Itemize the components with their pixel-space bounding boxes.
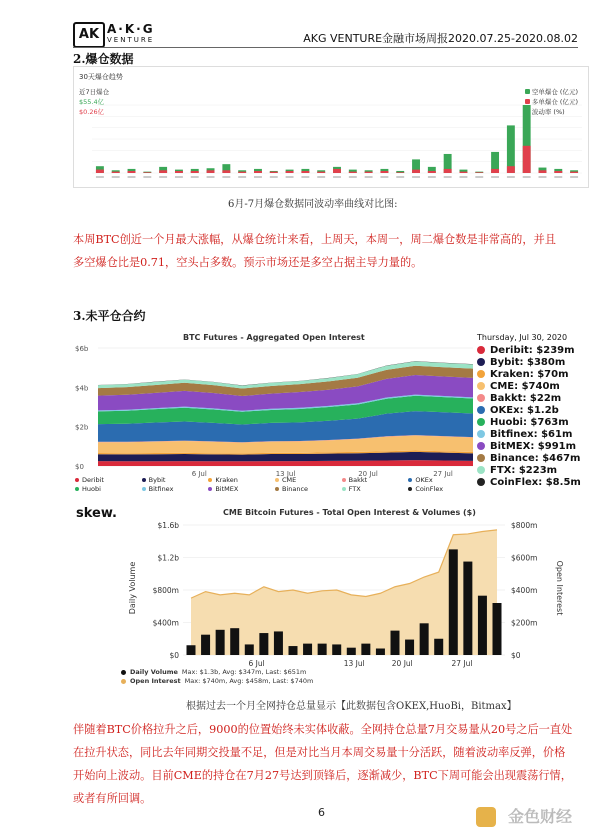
oi-mini-legend-label: Huobi bbox=[82, 485, 101, 493]
long-liquidation-bar bbox=[428, 171, 436, 173]
legend-dot-icon bbox=[477, 394, 485, 402]
cme-legend-1-name: Open Interest bbox=[130, 677, 181, 685]
cme-x-tick-label: 13 Jul bbox=[343, 659, 365, 668]
oi-legend-row-bakkt bbox=[477, 392, 587, 404]
oi-mini-legend-item bbox=[142, 485, 209, 493]
long-liquidation-bar bbox=[222, 170, 230, 173]
cme-left-tick-label: $1.2b bbox=[157, 553, 179, 563]
akg-logo-mark: AK bbox=[73, 22, 105, 48]
cme-legend-0-stats: Max: $1.3b, Avg: $347m, Last: $651m bbox=[181, 668, 307, 676]
oi-legend-row-bitfinex bbox=[477, 428, 587, 440]
cme-volume-bar bbox=[216, 630, 225, 655]
x-tick-mark bbox=[507, 176, 515, 178]
long-liquidation-bar bbox=[365, 172, 373, 173]
open-interest-legend-icon bbox=[121, 679, 126, 684]
legend-dot-icon bbox=[477, 478, 485, 486]
cme-volume-bar bbox=[391, 631, 400, 655]
legend-right-2: 波动率 (%) bbox=[531, 108, 565, 116]
section3-title: 3.未平仓合约 bbox=[73, 309, 146, 323]
cme-right-tick-label: $400m bbox=[511, 586, 538, 595]
long-liquidation-bar bbox=[270, 172, 278, 173]
liquidation-chart-title: 30天爆仓趋势 bbox=[79, 73, 123, 81]
oi-x-tick-label: 6 Jul bbox=[191, 470, 207, 478]
oi-legend-label: Bakkt: $22m bbox=[490, 392, 562, 404]
cme-volume-bar bbox=[187, 645, 196, 655]
cme-volume-bar bbox=[493, 603, 502, 655]
oi-x-tick-label: 13 Jul bbox=[275, 470, 296, 478]
oi-legend-row-deribit bbox=[477, 344, 587, 356]
oi-legend-row-cme bbox=[477, 380, 587, 392]
legend-dot-icon bbox=[477, 406, 485, 414]
legend-dot-icon bbox=[142, 487, 146, 491]
aggregated-oi-svg bbox=[73, 328, 477, 498]
x-tick-mark bbox=[396, 176, 404, 178]
cme-legend bbox=[121, 668, 313, 685]
x-tick-mark bbox=[238, 176, 246, 178]
oi-mini-legend-label: BitMEX bbox=[215, 485, 239, 493]
oi-mini-legend-item bbox=[275, 485, 342, 493]
x-tick-mark bbox=[96, 176, 104, 178]
legend-left-0: 近7日爆仓 bbox=[79, 88, 110, 96]
legend-dot-icon bbox=[477, 358, 485, 366]
legend-left-2: $0.26亿 bbox=[79, 108, 105, 116]
x-tick-mark bbox=[286, 176, 294, 178]
oi-mini-legend-label: Bakkt bbox=[348, 476, 368, 484]
oi-legend-row-kraken bbox=[477, 368, 587, 380]
long-liquidation-bar bbox=[570, 172, 578, 173]
short-liquidation-bar bbox=[507, 125, 515, 173]
oi-mini-legend-label: Kraken bbox=[215, 476, 238, 484]
oi-mini-legend-label: FTX bbox=[348, 485, 361, 493]
oi-legend-label: Bitfinex: $61m bbox=[490, 428, 573, 440]
x-tick-mark bbox=[222, 176, 230, 178]
cme-volume-bar bbox=[318, 644, 327, 655]
long-liquidation-bar bbox=[333, 169, 341, 173]
cme-right-tick-label: $0 bbox=[511, 651, 521, 660]
long-liquidation-bar bbox=[554, 171, 562, 173]
cme-volume-bar bbox=[201, 635, 210, 655]
cme-x-tick-label: 20 Jul bbox=[391, 659, 413, 668]
cme-volume-bar bbox=[434, 639, 443, 655]
cme-left-tick-label: $1.6b bbox=[157, 521, 179, 530]
oi-y-tick-label: $0 bbox=[75, 463, 84, 471]
oi-legend-label: FTX: $223m bbox=[490, 464, 558, 476]
long-liquidation-bar bbox=[539, 170, 547, 173]
legend-dot-icon bbox=[342, 478, 346, 482]
legend-dot-icon bbox=[75, 478, 79, 482]
oi-legend-row-bitmex bbox=[477, 440, 587, 452]
oi-mini-legend-label: Bitfinex bbox=[148, 485, 174, 493]
x-tick-mark bbox=[128, 176, 136, 178]
long-liquidation-bar bbox=[412, 170, 420, 173]
oi-mini-legend-item bbox=[208, 476, 275, 484]
oi-x-tick-label: 27 Jul bbox=[433, 470, 453, 478]
legend-dot-icon bbox=[477, 430, 485, 438]
cme-left-tick-label: $800m bbox=[152, 586, 179, 595]
x-tick-mark bbox=[207, 176, 215, 178]
long-liquidation-bar bbox=[191, 171, 199, 173]
x-tick-mark bbox=[191, 176, 199, 178]
x-tick-mark bbox=[112, 176, 120, 178]
oi-legend-row-huobi bbox=[477, 416, 587, 428]
long-liquidation-bar bbox=[238, 172, 246, 173]
cme-volume-bar bbox=[289, 646, 298, 655]
legend-left-1: $55.4亿 bbox=[79, 98, 105, 106]
legend-dot-icon bbox=[477, 370, 485, 378]
cme-volume-bar bbox=[259, 633, 268, 655]
x-tick-mark bbox=[159, 176, 167, 178]
oi-legend-row-coinflex bbox=[477, 476, 587, 488]
legend-dot-icon bbox=[208, 487, 212, 491]
oi-mini-legend-label: CoinFlex bbox=[415, 485, 444, 493]
oi-legend-label: CME: $740m bbox=[490, 380, 560, 392]
cme-legend-1-stats: Max: $740m, Avg: $458m, Last: $740m bbox=[184, 677, 314, 685]
liquidation-chart bbox=[73, 66, 589, 188]
cme-volume-bar bbox=[347, 648, 356, 655]
legend-dot-icon bbox=[342, 487, 346, 491]
long-liquidation-bar bbox=[286, 171, 294, 173]
cme-volume-bar bbox=[449, 549, 458, 655]
cme-chart-title: CME Bitcoin Futures - Total Open Interest & Volumes ($) bbox=[223, 508, 476, 517]
oi-legend-row-bybit bbox=[477, 356, 587, 368]
oi-legend-label: Binance: $467m bbox=[490, 452, 581, 464]
long-liquidation-bar bbox=[96, 170, 104, 173]
x-tick-mark bbox=[554, 176, 562, 178]
oi-value-legend bbox=[477, 333, 587, 488]
oi-y-tick-label: $4b bbox=[75, 384, 89, 393]
section2-caption: 6月-7月爆仓数据同波动率曲线对比图: bbox=[228, 199, 398, 210]
oi-legend-label: Bybit: $380m bbox=[490, 356, 566, 368]
cme-volume-bar bbox=[245, 644, 254, 655]
x-tick-mark bbox=[570, 176, 578, 178]
legend-dot-icon bbox=[208, 478, 212, 482]
oi-mini-legend-label: CME bbox=[281, 476, 297, 484]
oi-legend-label: BitMEX: $991m bbox=[490, 440, 577, 452]
long-liquidation-bar bbox=[523, 146, 531, 173]
header-divider bbox=[73, 47, 578, 48]
section3-caption: 根据过去一个月全网持仓总量显示【此数据包含OKEX,HuoBi，Bitmax】 bbox=[186, 701, 517, 712]
legend-dot-icon bbox=[142, 478, 146, 482]
cme-right-tick-label: $600m bbox=[511, 553, 538, 563]
long-liquidation-bar bbox=[491, 169, 499, 173]
oi-mini-legend-label: OKEx bbox=[415, 476, 433, 484]
aggregated-oi-bottom-legend bbox=[75, 476, 475, 493]
cme-x-tick-label: 6 Jul bbox=[248, 659, 265, 668]
x-tick-mark bbox=[301, 176, 309, 178]
page-number: 6 bbox=[318, 806, 325, 819]
oi-legend-label: CoinFlex: $8.5m bbox=[490, 476, 581, 488]
watermark-logo-icon bbox=[476, 807, 496, 827]
long-liquidation-bar bbox=[128, 171, 136, 173]
long-liquidation-bar bbox=[444, 169, 452, 173]
oi-y-tick-label: $6b bbox=[75, 345, 89, 353]
cme-volume-bar bbox=[332, 644, 341, 655]
cme-left-tick-label: $400m bbox=[152, 618, 179, 628]
x-tick-mark bbox=[444, 176, 452, 178]
section2-paragraph: 本周BTC创近一个月最大涨幅，从爆仓统计来看，上周天，本周一，周二爆仓数是非常高的，并且多空爆仓比是0.71，空头占多数。预示市场还是多空占据主导力量的。 bbox=[73, 233, 556, 269]
oi-legend-row-binance bbox=[477, 452, 587, 464]
oi-legend-label: Kraken: $70m bbox=[490, 368, 569, 380]
x-tick-mark bbox=[539, 176, 547, 178]
oi-y-tick-label: $2b bbox=[75, 423, 89, 432]
oi-mini-legend-item bbox=[342, 476, 409, 484]
oi-mini-legend-item bbox=[342, 485, 409, 493]
long-liquidation-bar bbox=[349, 172, 357, 173]
x-tick-mark bbox=[475, 176, 483, 178]
cme-volume-bar bbox=[361, 644, 370, 655]
cme-volume-bar bbox=[478, 596, 487, 655]
long-liquidation-bar bbox=[475, 172, 483, 173]
oi-legend-row-ftx bbox=[477, 464, 587, 476]
section3-paragraph: 伴随着BTC价格拉升之后，9000的位置始终未实体收蔽。全网持仓总量7月交易量从20号之后一直处在拉升状态，同比去年同期交投量不足，但是对比当月本周交易量十分活跃，随着波动率反弹，价格开始向上波动。目前CME的持仓在7月27号达到顶锋后，逐渐减少，BTC下周可能会出现震荡行情，或者有所回调。 bbox=[73, 723, 573, 805]
x-tick-mark bbox=[349, 176, 357, 178]
x-tick-mark bbox=[460, 176, 468, 178]
cme-volume-bar bbox=[420, 623, 429, 655]
x-tick-mark bbox=[365, 176, 373, 178]
cme-x-tick-label: 27 Jul bbox=[451, 659, 473, 668]
oi-legend-row-okex bbox=[477, 404, 587, 416]
long-liquidation-bar bbox=[460, 172, 468, 173]
liquidation-bars-svg bbox=[74, 67, 588, 187]
legend-dot-icon bbox=[477, 454, 485, 462]
oi-mini-legend-label: Deribit bbox=[82, 476, 104, 484]
oi-legend-label: Huobi: $763m bbox=[490, 416, 569, 428]
x-tick-mark bbox=[143, 176, 151, 178]
x-tick-mark bbox=[175, 176, 183, 178]
cme-legend-0-name: Daily Volume bbox=[130, 668, 178, 676]
x-tick-mark bbox=[428, 176, 436, 178]
cme-right-axis-label: Open Interest bbox=[555, 560, 564, 616]
long-liquidation-bar bbox=[207, 170, 215, 173]
oi-legend-date: Thursday, Jul 30, 2020 bbox=[477, 333, 568, 342]
legend-dot-icon bbox=[477, 418, 485, 426]
cme-right-tick-label: $800m bbox=[511, 521, 538, 530]
oi-mini-legend-item bbox=[275, 476, 342, 484]
skew-brand: skew. bbox=[76, 506, 117, 521]
long-liquidation-bar bbox=[301, 171, 309, 173]
x-tick-mark bbox=[254, 176, 262, 178]
long-liquidation-bar bbox=[507, 166, 515, 173]
oi-mini-legend-item bbox=[142, 476, 209, 484]
legend-dot-icon bbox=[477, 466, 485, 474]
cme-volume-bar bbox=[463, 562, 472, 655]
cme-volume-bar bbox=[274, 631, 283, 655]
cme-left-axis-label: Daily Volume bbox=[128, 561, 137, 615]
legend-dot-icon bbox=[477, 346, 485, 354]
cme-left-tick-label: $0 bbox=[169, 651, 179, 660]
oi-mini-legend-item bbox=[408, 485, 475, 493]
cme-oi-volume-chart bbox=[73, 503, 587, 693]
x-tick-mark bbox=[317, 176, 325, 178]
long-liquidation-bar bbox=[175, 171, 183, 173]
long-liquidation-bar bbox=[380, 171, 388, 173]
cme-volume-bar bbox=[405, 640, 414, 655]
oi-x-tick-label: 20 Jul bbox=[358, 470, 378, 478]
long-liquidation-bar bbox=[112, 172, 120, 173]
x-tick-mark bbox=[412, 176, 420, 178]
legend-dot-icon bbox=[477, 442, 485, 450]
oi-mini-legend-label: Bybit bbox=[148, 476, 166, 484]
cme-volume-bar bbox=[303, 644, 312, 655]
x-tick-mark bbox=[333, 176, 341, 178]
long-liquidation-bar bbox=[317, 172, 325, 173]
section2-title: 2.爆仓数据 bbox=[73, 52, 134, 66]
cme-chart-svg bbox=[73, 503, 587, 693]
long-liquidation-bar bbox=[159, 170, 167, 173]
report-title: AKG VENTURE金融市场周报2020.07.25-2020.08.02 bbox=[303, 32, 578, 45]
aggregated-oi-title: BTC Futures - Aggregated Open Interest bbox=[183, 333, 365, 342]
legend-dot-icon bbox=[408, 478, 412, 482]
oi-mini-legend-item bbox=[75, 485, 142, 493]
cme-right-tick-label: $200m bbox=[511, 618, 538, 628]
legend-dot-icon bbox=[477, 382, 485, 390]
long-liquidation-bar bbox=[143, 172, 151, 173]
oi-mini-legend-label: Binance bbox=[281, 485, 309, 493]
long-liquidation-bar bbox=[396, 172, 404, 173]
x-tick-mark bbox=[491, 176, 499, 178]
akg-logo-sub: VENTURE bbox=[107, 36, 155, 44]
oi-legend-label: Deribit: $239m bbox=[490, 344, 575, 356]
oi-mini-legend-item bbox=[408, 476, 475, 484]
x-tick-mark bbox=[380, 176, 388, 178]
legend-dot-icon bbox=[75, 487, 79, 491]
x-tick-mark bbox=[270, 176, 278, 178]
legend-right-0: 空单爆仓 (亿元) bbox=[531, 88, 578, 96]
oi-mini-legend-item bbox=[75, 476, 142, 484]
daily-volume-legend-icon bbox=[121, 670, 126, 675]
oi-legend-label: OKEx: $1.2b bbox=[490, 404, 559, 416]
legend-dot-icon bbox=[275, 478, 279, 482]
akg-logo-name: A·K·G bbox=[107, 22, 155, 36]
oi-mini-legend-item bbox=[208, 485, 275, 493]
legend-right-1: 多单爆仓 (亿元) bbox=[531, 98, 578, 106]
watermark-text: 金色财经 bbox=[507, 807, 572, 826]
long-liquidation-bar bbox=[254, 171, 262, 173]
legend-dot-icon bbox=[275, 487, 279, 491]
cme-volume-bar bbox=[230, 628, 239, 655]
legend-dot-icon bbox=[408, 487, 412, 491]
aggregated-oi-chart bbox=[73, 328, 477, 498]
cme-volume-bar bbox=[376, 649, 385, 656]
x-tick-mark bbox=[523, 176, 531, 178]
